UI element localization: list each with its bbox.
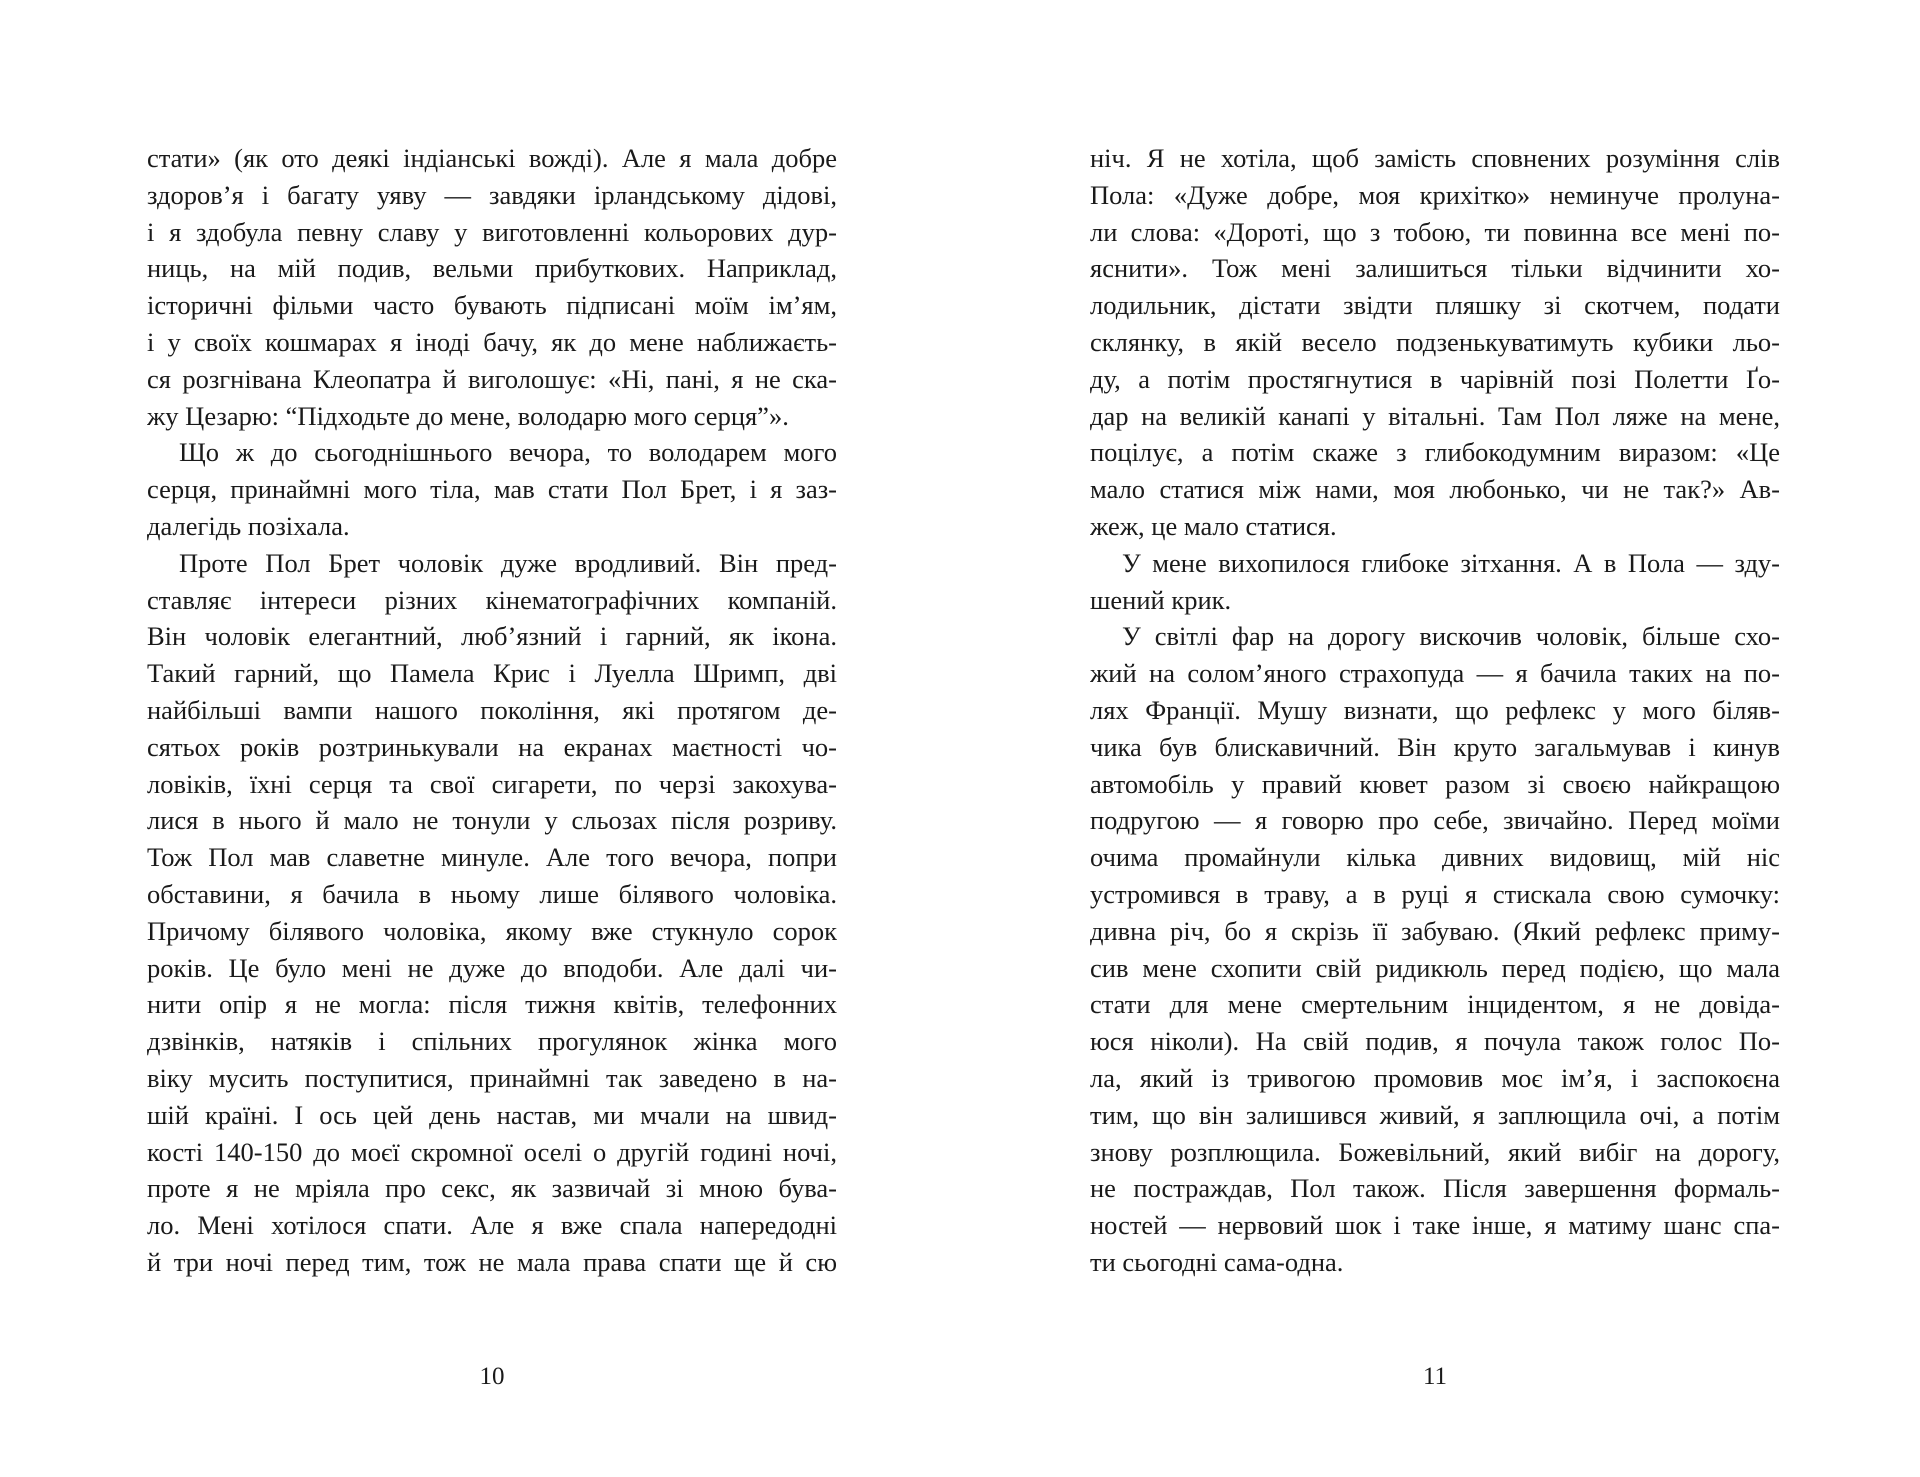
text-line: Що ж до сьогоднішнього вечора, то володарем мого — [179, 437, 837, 468]
text-line: кості 140-150 до моєї скромної оселі о другій годині ночі, — [147, 1136, 837, 1167]
text-line: і у своїх кошмарах я іноді бачу, як до мене наближаєть- — [147, 326, 837, 357]
text-line: дар на великій канапі у вітальні. Там Пол ляже на мене, — [1090, 400, 1780, 431]
text-line: жий на солом’яного страхопуда — я бачила таких на по- — [1090, 658, 1780, 689]
text-line: проте я не мріяла про секс, як зазвичай зі мною бува- — [147, 1173, 837, 1204]
text-line: чика був блискавичний. Він круто загальмував і кинув — [1090, 731, 1780, 762]
text-line: знову розплющила. Божевільний, який вибіг на дорогу, — [1090, 1136, 1780, 1167]
text-line: ти сьогодні сама-одна. — [1090, 1246, 1344, 1277]
text-line: ло. Мені хотілося спати. Але я вже спала напередодні — [147, 1210, 837, 1241]
text-line: й три ночі перед тим, тож не мала права спати ще й сю — [147, 1246, 837, 1277]
right-page-number: 11 — [1422, 1363, 1448, 1390]
text-line: дзвінків, натяків і спільних прогулянок жінка мого — [147, 1026, 837, 1057]
text-line: сятьох років розтринькували на екранах маєтності чо- — [147, 731, 837, 762]
text-line: ниць, на мій подив, вельми прибуткових. Наприклад, — [147, 253, 837, 284]
text-line: шій країні. І ось цей день настав, ми мчали на швид- — [147, 1099, 837, 1130]
text-line: ставляє інтереси різних кінематографічних компаній. — [147, 584, 837, 615]
text-line: лях Франції. Мушу визнати, що рефлекс у мого біляв- — [1090, 694, 1780, 725]
text-line: яснити». Тож мені залишиться тільки відчинити хо- — [1090, 253, 1780, 284]
text-line: далегідь позіхала. — [147, 510, 350, 541]
text-line: очима промайнули кілька дивних видовищ, мій ніс — [1090, 842, 1780, 873]
text-line: ли слова: «Дороті, що з тобою, ти повинна все мені по- — [1090, 216, 1780, 247]
text-line: шений крик. — [1090, 584, 1232, 615]
text-line: юся ніколи). На свій подив, я почула також голос По- — [1090, 1026, 1780, 1057]
text-line: ду, а потім простягнутися в чарівній позі Полетти Ґо- — [1090, 363, 1780, 394]
text-line: серця, принаймні мого тіла, мав стати Пол Брет, і я заз- — [147, 474, 837, 505]
text-line: здоров’я і багату уяву — завдяки ірландському дідові, — [147, 179, 837, 210]
text-line: нити опір я не могла: після тижня квітів, телефонних — [147, 989, 837, 1020]
right-page-text — [1090, 140, 1780, 1281]
text-line: Причому білявого чоловіка, якому вже стукнуло сорок — [147, 915, 837, 946]
text-line: автомобіль у правий кювет разом зі своєю найкращою — [1090, 768, 1780, 799]
text-line: ся розгнівана Клеопатра й виголошує: «Ні, пані, я не ска- — [147, 363, 837, 394]
text-line: Проте Пол Брет чоловік дуже вродливий. Він пред- — [179, 547, 837, 578]
text-line: лися в нього й мало не тонули у сльозах після розриву. — [147, 805, 837, 836]
text-line: подругою — я говорю про себе, звичайно. Перед моїми — [1090, 805, 1780, 836]
text-line: склянку, в якій весело подзенькуватимуть кубики льо- — [1090, 326, 1780, 357]
text-line: ловіків, їхні серця та свої сигарети, по черзі закохува- — [147, 768, 837, 799]
text-line: років. Це було мені не дуже до вподоби. Але далі чи- — [147, 952, 837, 983]
text-line: дивна річ, бо я скрізь її забуваю. (Який рефлекс приму- — [1090, 915, 1780, 946]
text-line: У світлі фар на дорогу вискочив чоловік, більше схо- — [1122, 621, 1780, 652]
text-line: Пола: «Дуже добре, моя крихітко» неминуче пролуна- — [1090, 179, 1780, 210]
text-line: стати» (як ото деякі індіанські вожді). Але я мала добре — [147, 143, 837, 173]
text-line: віку мусить поступитися, принаймні так заведено в на- — [147, 1062, 837, 1093]
text-line: поцілує, а потім скаже з глибокодумним виразом: «Це — [1090, 437, 1780, 468]
text-line: мало статися між нами, моя любонько, чи не так?» Ав- — [1090, 474, 1780, 505]
text-line: і я здобула певну славу у виготовленні кольорових дур- — [147, 216, 837, 247]
text-line: ностей — нервовий шок і таке інше, я матиму шанс спа- — [1090, 1210, 1780, 1241]
left-page — [147, 140, 837, 1390]
text-line: обставини, я бачила в ньому лише білявого чоловіка. — [147, 878, 837, 909]
left-page-number: 10 — [479, 1363, 505, 1390]
text-line: тим, що він залишився живий, я заплющила очі, а потім — [1090, 1099, 1780, 1130]
text-line: У мене вихопилося глибоке зітхання. А в Пола — зду- — [1122, 547, 1780, 578]
text-line: не постраждав, Пол також. Після завершення формаль- — [1090, 1173, 1780, 1204]
text-line: устромився в траву, а в руці я стискала свою сумочку: — [1090, 878, 1780, 909]
text-line: Тож Пол мав славетне минуле. Але того вечора, попри — [147, 842, 837, 873]
text-line: жеж, це мало статися. — [1090, 510, 1337, 541]
text-line: жу Цезарю: “Підходьте до мене, володарю мого серця”». — [147, 400, 789, 431]
left-page-text — [147, 140, 837, 1281]
right-page — [1090, 140, 1780, 1390]
text-line: Такий гарний, що Памела Крис і Луелла Шримп, дві — [147, 658, 837, 689]
text-line: історичні фільми часто бувають підписані моїм ім’ям, — [147, 290, 837, 321]
text-line: ніч. Я не хотіла, щоб замість сповнених розуміння слів — [1090, 143, 1780, 173]
text-line: найбільші вампи нашого покоління, які протягом де- — [147, 694, 837, 725]
text-line: ла, який із тривогою промовив моє ім’я, і заспокоєна — [1090, 1062, 1780, 1093]
text-line: лодильник, дістати звідти пляшку зі скотчем, подати — [1090, 290, 1780, 321]
text-line: стати для мене смертельним інцидентом, я не довіда- — [1090, 989, 1780, 1020]
text-line: сив мене схопити свій ридикюль перед подією, що мала — [1090, 952, 1780, 983]
text-line: Він чоловік елегантний, люб’язний і гарний, як ікона. — [147, 621, 837, 652]
